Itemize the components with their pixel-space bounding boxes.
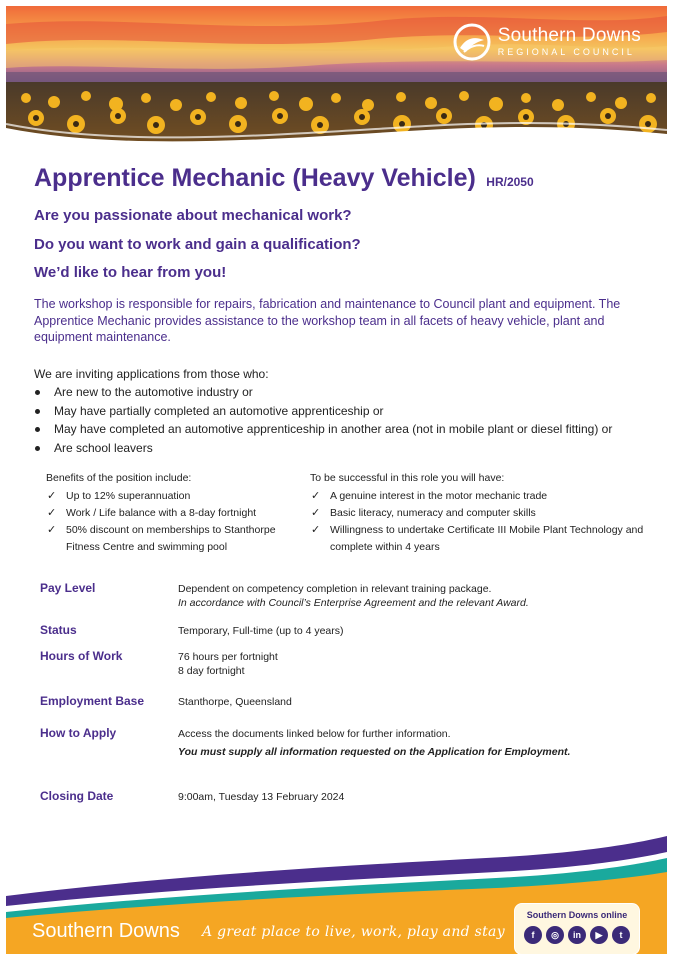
linkedin-icon[interactable]: in xyxy=(568,926,586,944)
status-label: Status xyxy=(40,623,77,637)
checkmark-icon: ✓ xyxy=(47,507,57,519)
instagram-icon[interactable]: ◎ xyxy=(546,926,564,944)
employment-base-label: Employment Base xyxy=(40,694,145,708)
hours-label: Hours of Work xyxy=(40,649,123,663)
facebook-icon[interactable]: f xyxy=(524,926,542,944)
employment-base-value: Stanthorpe, Queensland xyxy=(178,696,292,708)
list-item: ✓ 50% discount on memberships to Stanthorpe Fitness Centre and swimming pool xyxy=(47,524,276,553)
list-item: ✓ Work / Life balance with a 8-day fortnight xyxy=(46,505,301,522)
list-item: ✓ A genuine interest in the motor mechanic trade xyxy=(310,488,660,505)
invitation-lead: We are inviting applications from those who: xyxy=(34,367,269,381)
requirements-section xyxy=(310,472,660,556)
pay-level-label: Pay Level xyxy=(40,581,96,595)
bullet-icon xyxy=(35,409,40,414)
list-item: ✓ Up to 12% superannuation xyxy=(46,488,301,505)
twitter-icon[interactable]: t xyxy=(612,926,630,944)
checkmark-icon: ✓ xyxy=(311,507,321,519)
list-item: ✓ Willingness to undertake Certificate III Mobile Plant Technology and complete within 4 years xyxy=(311,524,644,553)
bullet-icon xyxy=(35,390,40,395)
social-title: Southern Downs online xyxy=(526,910,628,920)
logo-subtitle: REGIONAL COUNCIL xyxy=(497,47,635,57)
list-item: Are school leavers xyxy=(34,439,654,458)
list-item: ✓ Basic literacy, numeracy and computer skills xyxy=(310,505,660,522)
job-title-block xyxy=(34,164,534,193)
how-to-apply-label: How to Apply xyxy=(40,726,117,740)
header-banner xyxy=(6,6,667,156)
logo-name: Southern Downs xyxy=(497,25,641,46)
bullet-icon xyxy=(35,427,40,432)
hours-value-2: 8 day fortnight xyxy=(178,664,245,677)
bullet-icon xyxy=(35,446,40,451)
hours-value: 76 hours per fortnight xyxy=(178,651,278,663)
social-panel xyxy=(514,903,640,954)
job-code: HR/2050 xyxy=(486,175,534,189)
benefits-section xyxy=(46,472,301,556)
list-item: Are new to the automotive industry or xyxy=(34,383,654,402)
status-value: Temporary, Full-time (up to 4 years) xyxy=(178,625,344,637)
invitation-section xyxy=(34,367,654,457)
job-title: Apprentice Mechanic (Heavy Vehicle) xyxy=(34,164,476,192)
question-3: We’d like to hear from you! xyxy=(34,264,227,281)
benefits-heading: Benefits of the position include: xyxy=(46,472,192,484)
pay-level-note: In accordance with Council’s Enterprise Agreement and the relevant Award. xyxy=(178,596,529,609)
checkmark-icon: ✓ xyxy=(47,524,57,536)
checkmark-icon: ✓ xyxy=(311,524,321,536)
invitation-list xyxy=(34,383,654,457)
council-emblem-icon xyxy=(452,22,492,62)
list-item: May have completed an automotive apprenticeship in another area (not in mobile plant or diesel fitting) or xyxy=(34,420,654,439)
requirements-heading: To be successful in this role you will have: xyxy=(310,472,505,484)
closing-date-label: Closing Date xyxy=(40,789,114,803)
council-logo xyxy=(452,22,641,62)
footer-tagline: A great place to live, work, play and stay xyxy=(202,924,505,940)
how-to-apply-value: Access the documents linked below for further information. xyxy=(178,728,451,740)
how-to-apply-note: You must supply all information requested on the Application for Employment. xyxy=(178,745,571,758)
footer-brand: Southern Downs xyxy=(32,920,180,942)
job-advertisement xyxy=(6,6,667,954)
closing-date-value: 9:00am, Tuesday 13 February 2024 xyxy=(178,791,345,803)
pay-level-value: Dependent on competency completion in relevant training package. xyxy=(178,583,492,595)
question-1: Are you passionate about mechanical work? xyxy=(34,207,352,224)
role-description: The workshop is responsible for repairs, fabrication and maintenance to Council plant and equipment. The Apprentice Mechanic provides assistance to the workshop team in all facets of heavy vehicle, plant and equipment maintenance. xyxy=(34,297,621,344)
checkmark-icon: ✓ xyxy=(311,490,321,502)
youtube-icon[interactable]: ▶ xyxy=(590,926,608,944)
checkmark-icon: ✓ xyxy=(47,490,57,502)
question-2: Do you want to work and gain a qualification? xyxy=(34,236,361,253)
list-item: May have partially completed an automotive apprenticeship or xyxy=(34,402,654,421)
